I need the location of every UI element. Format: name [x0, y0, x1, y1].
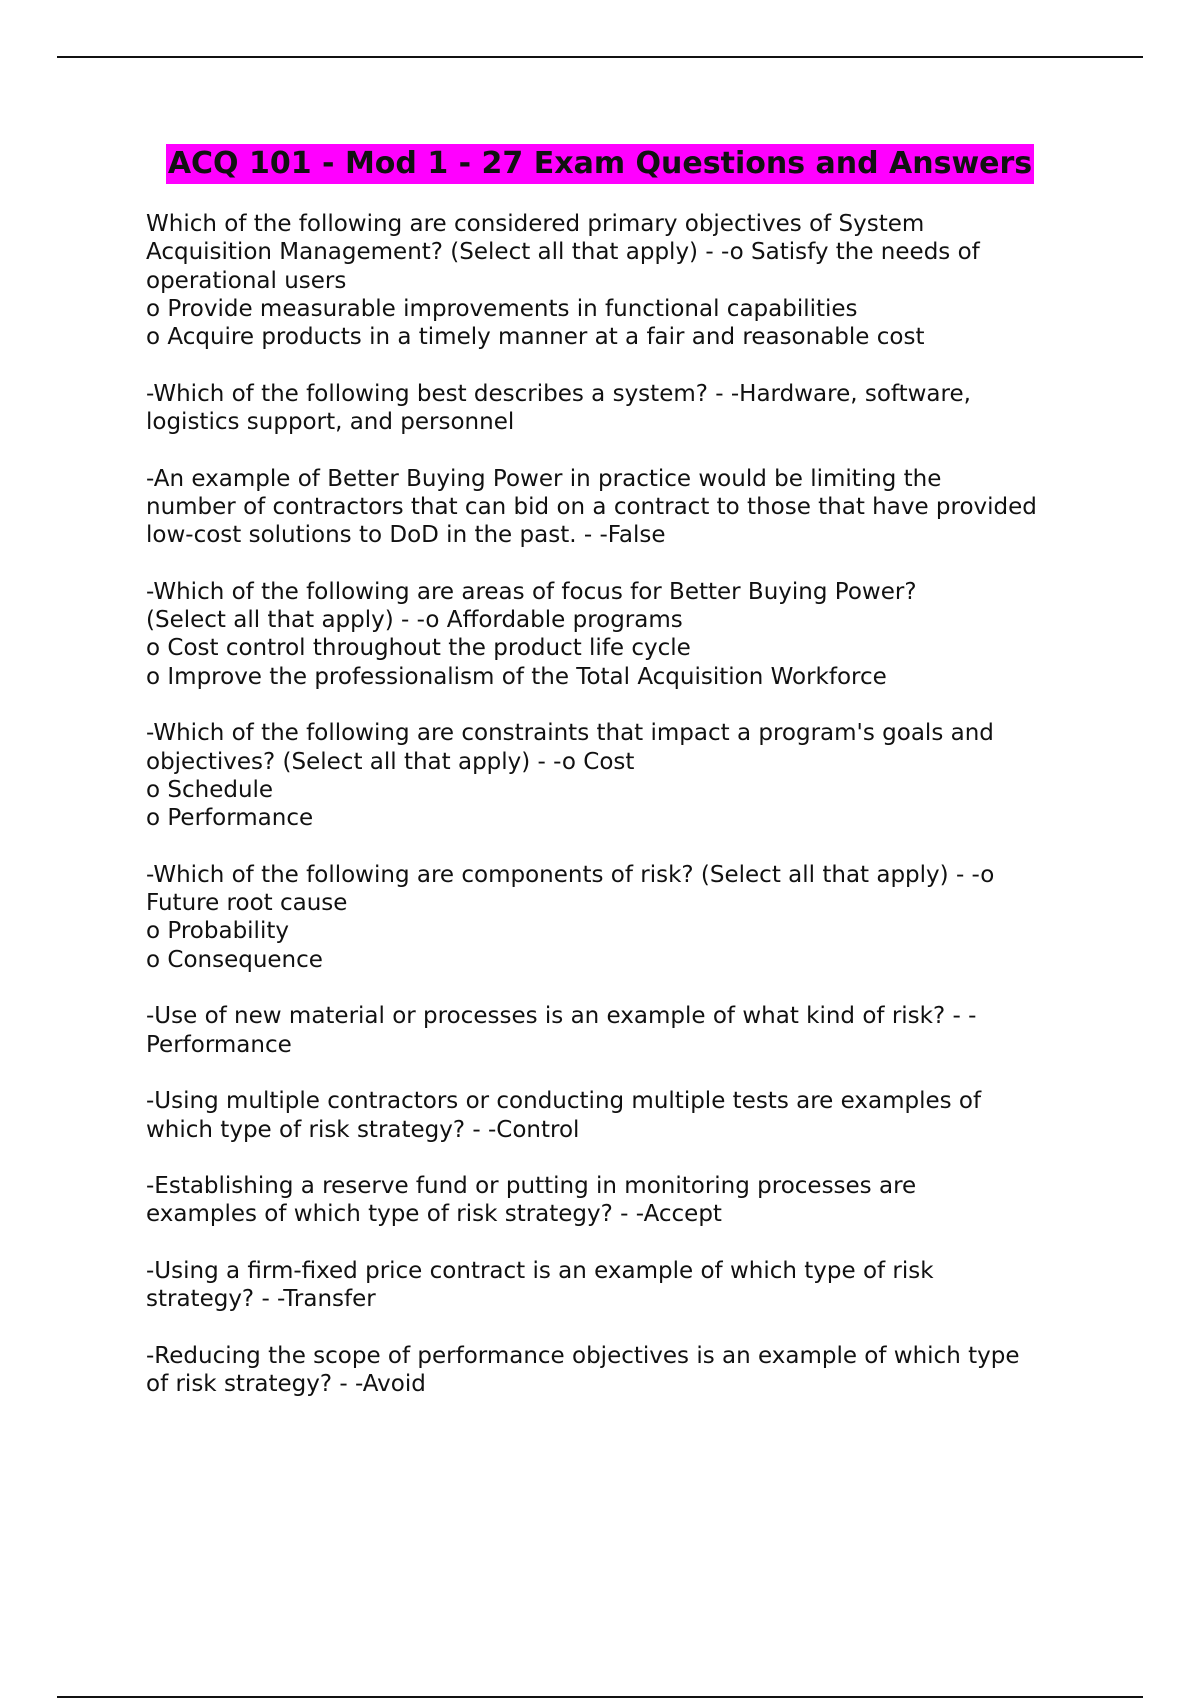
qa-item: -Which of the following are components of risk? (Select all that apply) - -o Future root cause o Probability o Consequence [146, 861, 995, 973]
qa-list [146, 210, 1086, 1427]
qa-item: -Using multiple contractors or conducting multiple tests are examples of which type of risk strategy? - -Control [146, 1088, 982, 1143]
qa-item: -Establishing a reserve fund or putting in monitoring processes are examples of which type of risk strategy? - -Accept [146, 1173, 917, 1228]
qa-item: -Using a firm-fixed price contract is an example of which type of risk strategy? - -Transfer [146, 1257, 934, 1313]
document-title: ACQ 101 - Mod 1 - 27 Exam Questions and Answers [166, 144, 1034, 184]
top-rule [57, 56, 1143, 58]
title-container [0, 144, 1200, 184]
bottom-rule [57, 1696, 1143, 1698]
qa-item: -Reducing the scope of performance objectives is an example of which type of risk strategy? - -Avoid [146, 1342, 1020, 1398]
qa-item: -Use of new material or processes is an example of what kind of risk? - - Performance [146, 1003, 977, 1058]
qa-item: Which of the following are considered primary objectives of System Acquisition Management? (Select all that apply) - -o Satisfy the needs of operational users o Provide measurable improvements in functional capabilities o Acquire products in a timely manner at a fair and reasonable cost [146, 211, 980, 351]
qa-item: -An example of Better Buying Power in practice would be limiting the number of contractors that can bid on a contract to those that have provided low-cost solutions to DoD in the past. - -False [146, 465, 1037, 549]
qa-item: -Which of the following best describes a system? - -Hardware, software, logistics support, and personnel [146, 380, 971, 436]
qa-item: -Which of the following are areas of focus for Better Buying Power? (Select all that apply) - -o Affordable programs o Cost control throughout the product life cycle o Improve the professionalism of the Total Acquisition Workforce [146, 578, 917, 690]
qa-item: -Which of the following are constraints that impact a program's goals and objectives? (Select all that apply) - -o Cost o Schedule o Performance [146, 720, 994, 832]
